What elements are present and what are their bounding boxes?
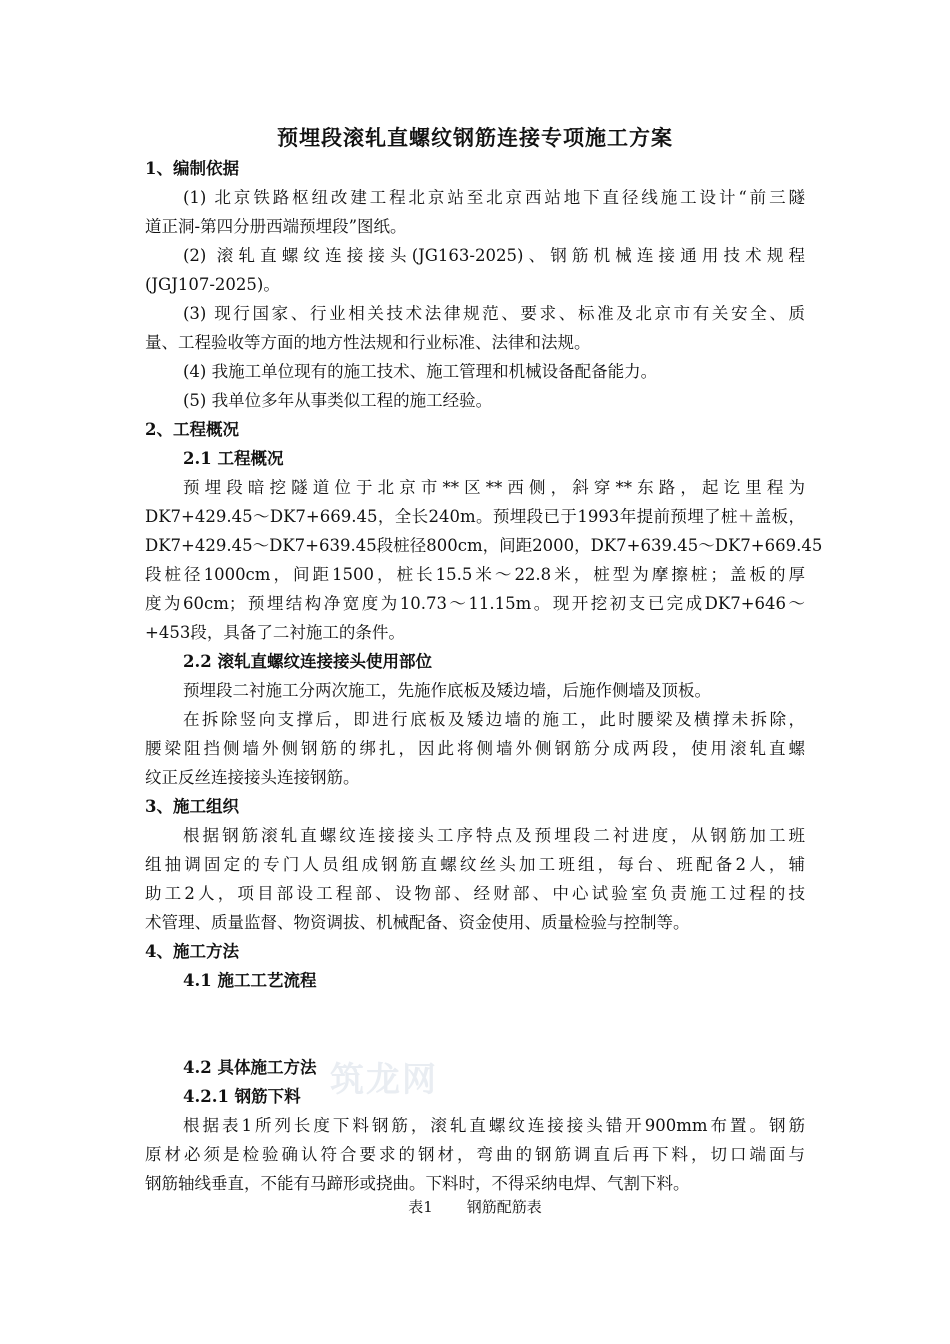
paragraph-line: (5) 我单位多年从事类似工程的施工经验。 — [183, 391, 493, 410]
paragraph-line: (2) 滚轧直螺纹连接接头(JG163-2025)、钢筋机械连接通用技术规程 — [183, 246, 805, 265]
paragraph-line: 助工2人，项目部设工程部、设物部、经财部、中心试验室负责施工过程的技 — [145, 884, 805, 903]
heading-3: 3、施工组织 — [145, 797, 239, 816]
heading-4: 4、施工方法 — [145, 942, 239, 961]
paragraph-line: 预埋段二衬施工分两次施工，先施作底板及矮边墙，后施作侧墙及顶板。 — [183, 681, 711, 700]
paragraph-line: 术管理、质量监督、物资调拔、机械配备、资金使用、质量检验与控制等。 — [145, 913, 690, 932]
paragraph-line: 预埋段暗挖隧道位于北京市**区**西侧，斜穿**东路，起讫里程为 — [183, 478, 805, 497]
page-title: 预埋段滚轧直螺纹钢筋连接专项施工方案 — [277, 125, 673, 150]
table-caption — [0, 1196, 950, 1217]
paragraph-line: 腰梁阻挡侧墙外侧钢筋的绑扎，因此将侧墙外侧钢筋分成两段，使用滚轧直螺 — [145, 739, 805, 758]
paragraph-line: DK7+429.45～DK7+639.45段桩径800cm，间距2000，DK7+639.45～DK7+669.45 — [145, 536, 823, 555]
heading-2: 2、工程概况 — [145, 420, 239, 439]
paragraph-line: 原材必须是检验确认符合要求的钢材，弯曲的钢筋调直后再下料，切口端面与 — [145, 1145, 805, 1164]
table-caption-label: 表1 — [408, 1198, 433, 1216]
paragraph-line: 量、工程验收等方面的地方性法规和行业标准、法律和法规。 — [145, 333, 591, 352]
subheading-2-1: 2.1 工程概况 — [183, 449, 284, 468]
heading-1: 1、编制依据 — [145, 159, 239, 178]
paragraph-line: 根据表1所列长度下料钢筋，滚轧直螺纹连接接头错开900mm布置。钢筋 — [183, 1116, 805, 1135]
subheading-4-2-1: 4.2.1 钢筋下料 — [183, 1087, 301, 1106]
paragraph-line: (1) 北京铁路枢纽改建工程北京站至北京西站地下直径线施工设计“前三隧 — [183, 188, 805, 207]
watermark: 筑龙网 — [330, 1060, 438, 1100]
subheading-4-2: 4.2 具体施工方法 — [183, 1058, 317, 1077]
paragraph-line: (JGJ107-2025)。 — [145, 275, 280, 294]
paragraph-line: 度为60cm；预埋结构净宽度为10.73～11.15m。现开挖初支已完成DK7+646～ — [145, 594, 805, 613]
paragraph-line: 根据钢筋滚轧直螺纹连接接头工序特点及预埋段二衬进度，从钢筋加工班 — [183, 826, 805, 845]
paragraph-line: 段桩径1000cm，间距1500，桩长15.5米～22.8米，桩型为摩擦桩；盖板的厚 — [145, 565, 805, 584]
paragraph-line: 在拆除竖向支撑后，即进行底板及矮边墙的施工，此时腰梁及横撑未拆除， — [183, 710, 805, 729]
paragraph-line: (3) 现行国家、行业相关技术法律规范、要求、标准及北京市有关安全、质 — [183, 304, 805, 323]
paragraph-line: (4) 我施工单位现有的施工技术、施工管理和机械设备配备能力。 — [183, 362, 658, 381]
paragraph-line: 纹正反丝连接接头连接钢筋。 — [145, 768, 360, 787]
subheading-2-2: 2.2 滚轧直螺纹连接接头使用部位 — [183, 652, 432, 671]
paragraph-line: 道正洞-第四分册西端预埋段”图纸。 — [145, 217, 407, 236]
paragraph-line: 钢筋轴线垂直，不能有马蹄形或挠曲。下料时，不得采纳电焊、气割下料。 — [145, 1174, 690, 1193]
table-caption-text: 钢筋配筋表 — [466, 1198, 542, 1216]
paragraph-line: DK7+429.45～DK7+669.45，全长240m。预埋段已于1993年提前预埋了桩＋盖板， — [145, 507, 805, 526]
paragraph-line: +453段，具备了二衬施工的条件。 — [145, 623, 405, 642]
subheading-4-1: 4.1 施工工艺流程 — [183, 971, 317, 990]
paragraph-line: 组抽调固定的专门人员组成钢筋直螺纹丝头加工班组，每台、班配备2人，辅 — [145, 855, 805, 874]
